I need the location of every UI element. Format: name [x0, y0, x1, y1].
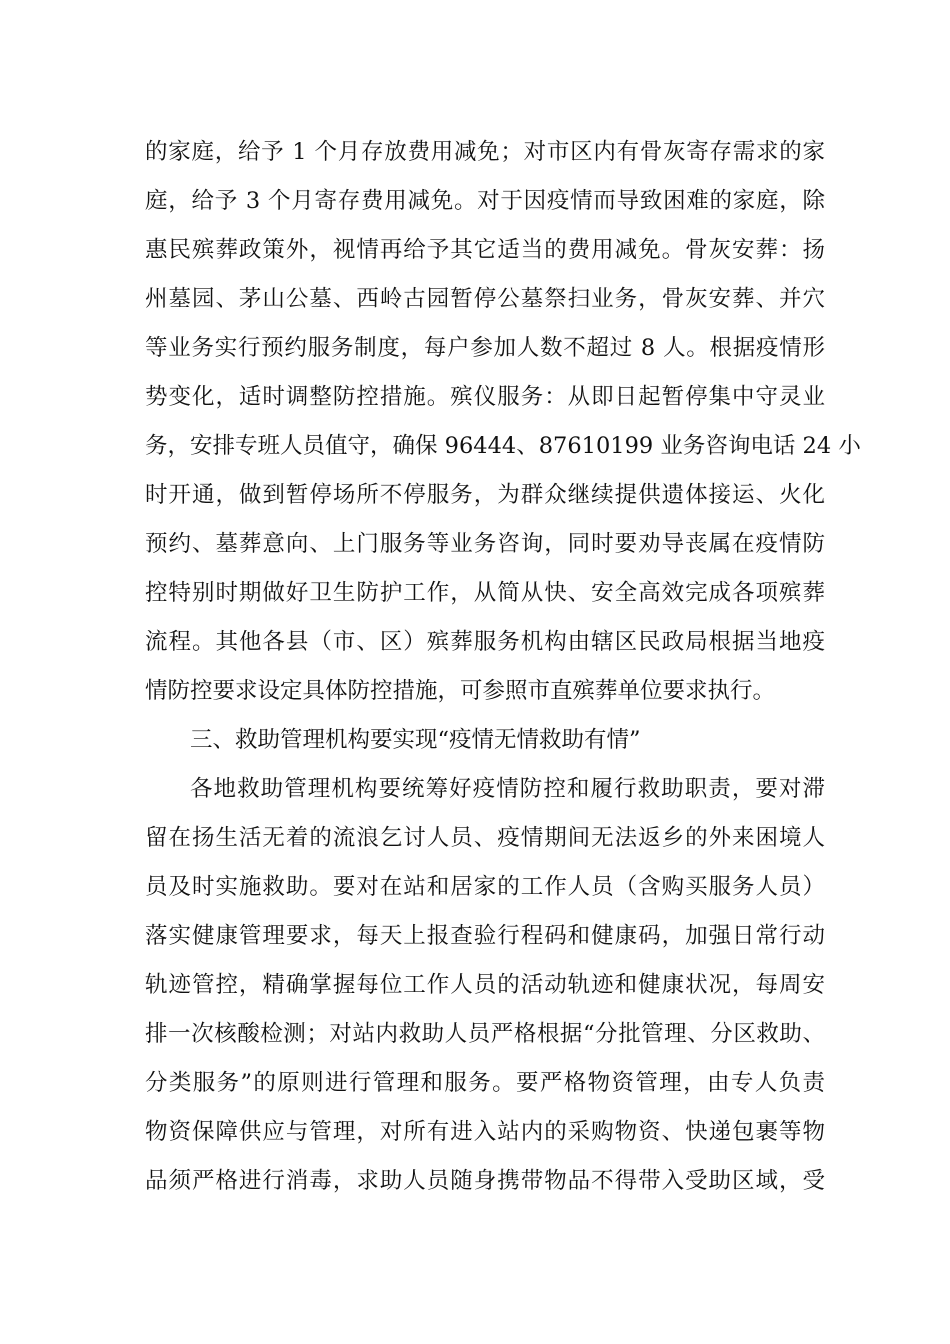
body-text-line: 务，安排专班人员值守，确保 96444、87610199 业务咨询电话 24 小	[145, 433, 861, 459]
body-text-line: 品须严格进行消毒，求助人员随身携带物品不得带入受助区域，受	[145, 1168, 825, 1194]
body-text-line: 州墓园、茅山公墓、西岭古园暂停公墓祭扫业务，骨灰安葬、并穴	[145, 286, 825, 312]
body-text-line: 各地救助管理机构要统筹好疫情防控和履行救助职责，要对滞	[190, 776, 825, 802]
body-text-line: 分类服务”的原则进行管理和服务。要严格物资管理，由专人负责	[145, 1070, 825, 1096]
body-text-line: 时开通，做到暂停场所不停服务，为群众继续提供遗体接运、火化	[145, 482, 825, 508]
body-text-line: 流程。其他各县（市、区）殡葬服务机构由辖区民政局根据当地疫	[145, 629, 825, 655]
body-text-line: 庭，给予 3 个月寄存费用减免。对于因疫情而导致困难的家庭，除	[145, 188, 825, 214]
body-text-line: 势变化，适时调整防控措施。殡仪服务：从即日起暂停集中守灵业	[145, 384, 825, 410]
body-text-line: 轨迹管控，精确掌握每位工作人员的活动轨迹和健康状况，每周安	[145, 972, 825, 998]
section-heading: 三、救助管理机构要实现“疫情无情救助有情”	[190, 727, 641, 753]
body-text-line: 控特别时期做好卫生防护工作，从简从快、安全高效完成各项殡葬	[145, 580, 825, 606]
body-text-line: 的家庭，给予 1 个月存放费用减免；对市区内有骨灰寄存需求的家	[145, 139, 825, 165]
body-text-line: 员及时实施救助。要对在站和居家的工作人员（含购买服务人员）	[145, 874, 825, 900]
body-text-line: 预约、墓葬意向、上门服务等业务咨询，同时要劝导丧属在疫情防	[145, 531, 825, 557]
body-text-line: 惠民殡葬政策外，视情再给予其它适当的费用减免。骨灰安葬：扬	[145, 237, 825, 263]
body-text-line: 物资保障供应与管理，对所有进入站内的采购物资、快递包裹等物	[145, 1119, 825, 1145]
body-text-line: 情防控要求设定具体防控措施，可参照市直殡葬单位要求执行。	[145, 678, 776, 704]
body-text-line: 留在扬生活无着的流浪乞讨人员、疫情期间无法返乡的外来困境人	[145, 825, 825, 851]
body-text-line: 等业务实行预约服务制度，每户参加人数不超过 8 人。根据疫情形	[145, 335, 825, 361]
body-text-line: 落实健康管理要求，每天上报查验行程码和健康码，加强日常行动	[145, 923, 825, 949]
body-text-line: 排一次核酸检测；对站内救助人员严格根据“分批管理、分区救助、	[145, 1021, 825, 1047]
